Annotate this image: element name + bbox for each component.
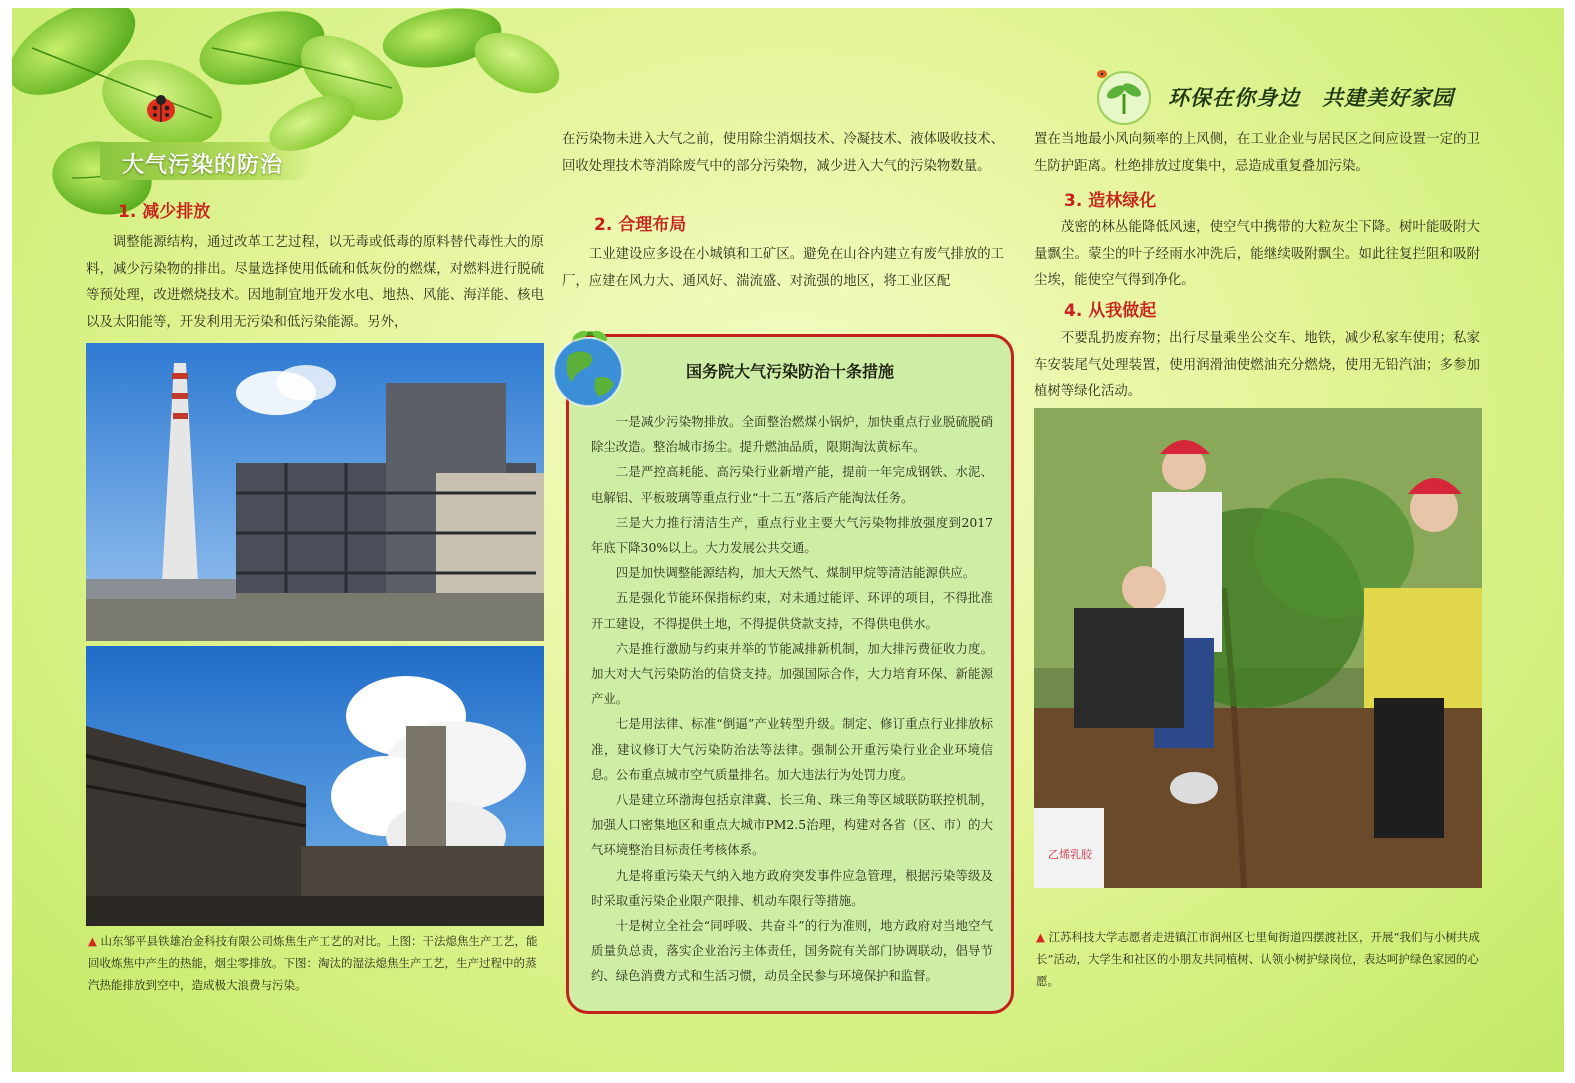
ten-measures-title: 国务院大气污染防治十条措施 bbox=[685, 362, 894, 381]
measure-item: 三是大力推行清洁生产，重点行业主要大气污染物排放强度到2017年底下降30%以上。大力发展公共交通。 bbox=[591, 514, 993, 556]
paragraph-reduce-emissions: 调整能源结构，通过改革工艺过程，以无毒或低毒的原料替代毒性大的原料，减少污染物的排出。尽量选择使用低硫和低灰份的燃煤，对燃料进行脱硫等预处理，改进燃烧技术。因地制宜地开发水电、地热、风能、海洋能、核电以及太阳能等，开发利用无污染和低污染能源。另外， bbox=[86, 235, 544, 330]
photo-dry-quenching-plant bbox=[86, 343, 544, 641]
measure-item: 七是用法律、标准“倒逼”产业转型升级。制定、修订重点行业排放标准，建议修订大气污染防治法等法律。强制公开重污染行业企业环境信息。公布重点城市空气质量排名。加大违法行为处罚力度。 bbox=[591, 716, 993, 782]
caption-coking-text: 山东邹平县铁雄冶金科技有限公司炼焦生产工艺的对比。上图：干法熄焦生产工艺，能回收炼焦中产生的热能，烟尘零排放。下图：淘汰的湿法熄焦生产工艺，生产过程中的蒸汽热能排放到空中，造成极大浪费与污染。 bbox=[88, 934, 538, 992]
paragraph-rational-layout: 工业建设应多设在小城镇和工矿区。避免在山谷内建立有废气排放的工厂，应建在风力大、通风好、湍流盛、对流强的地区，将工业区配 bbox=[562, 247, 1004, 289]
photo-tree-planting bbox=[1034, 408, 1482, 888]
measure-item: 六是推行激励与约束并举的节能减排新机制，加大排污费征收力度。加大对大气污染防治的信贷支持。加强国际合作，大力培育环保、新能源产业。 bbox=[591, 640, 993, 707]
section-title: 大气污染的防治 bbox=[122, 153, 284, 178]
photo-wet-quenching-plant bbox=[86, 646, 544, 926]
measure-item: 八是建立环渤海包括京津冀、长三角、珠三角等区域联防联控机制，加强人口密集地区和重点大城市PM2.5治理，构建对各省（区、市）的大气环境整治目标责任考核体系。 bbox=[591, 792, 993, 858]
paragraph-afforestation: 茂密的林丛能降低风速，使空气中携带的大粒灰尘下降。树叶能吸附大量飘尘。蒙尘的叶子经雨水冲洗后，能继续吸附飘尘。如此往复拦阻和吸附尘埃，能使空气得到净化。 bbox=[1034, 220, 1480, 288]
brochure-page bbox=[12, 8, 1564, 1072]
measure-item: 九是将重污染天气纳入地方政府突发事件应急管理，根据污染等级及时采取重污染企业限产限排、机动车限行等措施。 bbox=[591, 867, 993, 908]
caption-tree-planting bbox=[1036, 926, 1482, 992]
heading-start-with-me: 4. 从我做起 bbox=[1064, 301, 1157, 321]
caption-coking-comparison bbox=[88, 930, 546, 996]
caption-tree-planting-text: 江苏科技大学志愿者走进镇江市润州区七里甸街道四摆渡社区，开展“我们与小树共成长”活动，大学生和社区的小朋友共同植树、认领小树护绿岗位，表达呵护绿色家园的心愿。 bbox=[1036, 930, 1480, 988]
measure-item: 十是树立全社会“同呼吸、共奋斗”的行为准则，地方政府对当地空气质量负总责，落实企业治污主体责任，国务院有关部门协调联动，倡导节约、绿色消费方式和生活习惯，动员全民参与环境保护和监督。 bbox=[591, 918, 993, 984]
slogan-text: 环保在你身边 共建美好家园 bbox=[1168, 86, 1454, 110]
paragraph-start-with-me: 不要乱扔废弃物；出行尽量乘坐公交车、地铁，减少私家车使用；私家车安装尾气处理装置，使用润滑油使燃油充分燃烧，使用无铅汽油；多参加植树等绿化活动。 bbox=[1034, 331, 1480, 399]
ten-measures-box bbox=[566, 334, 1014, 1014]
ten-measures-list bbox=[591, 409, 993, 989]
measure-item: 一是减少污染物排放。全面整治燃煤小锅炉，加快重点行业脱硫脱硝除尘改造。整治城市扬尘。提升燃油品质，限期淘汰黄标车。 bbox=[591, 414, 993, 455]
caption-marker-icon: ▲ bbox=[1036, 930, 1049, 944]
ladybug-icon bbox=[144, 94, 178, 124]
leaf-decoration bbox=[12, 8, 572, 268]
heading-rational-layout: 2. 合理布局 bbox=[594, 215, 687, 235]
globe-icon bbox=[546, 326, 630, 410]
paragraph-upwind-placement: 置在当地最小风向频率的上风侧，在工业企业与居民区之间应设置一定的卫生防护距离。杜绝排放过度集中，忌造成重复叠加污染。 bbox=[1034, 132, 1480, 174]
bucket-label: 乙烯乳胶 bbox=[1048, 848, 1092, 861]
heading-reduce-emissions: 1. 减少排放 bbox=[118, 202, 211, 222]
section-banner bbox=[100, 142, 314, 180]
measure-item: 四是加快调整能源结构，加大天然气、煤制甲烷等清洁能源供应。 bbox=[615, 565, 976, 581]
paragraph-pollution-before-air: 在污染物未进入大气之前，使用除尘消烟技术、冷凝技术、液体吸收技术、回收处理技术等消除废气中的部分污染物，减少进入大气的污染物数量。 bbox=[562, 132, 1004, 174]
measure-item: 二是严控高耗能、高污染行业新增产能，提前一年完成钢铁、水泥、电解铝、平板玻璃等重点行业“十二五”落后产能淘汰任务。 bbox=[591, 464, 993, 505]
measure-item: 五是强化节能环保指标约束，对未通过能评、环评的项目，不得批准开工建设，不得提供土地，不得提供贷款支持，不得供电供水。 bbox=[591, 590, 993, 631]
heading-afforestation: 3. 造林绿化 bbox=[1064, 191, 1157, 211]
sprout-globe-icon bbox=[1090, 64, 1162, 128]
caption-marker-icon: ▲ bbox=[88, 934, 101, 948]
